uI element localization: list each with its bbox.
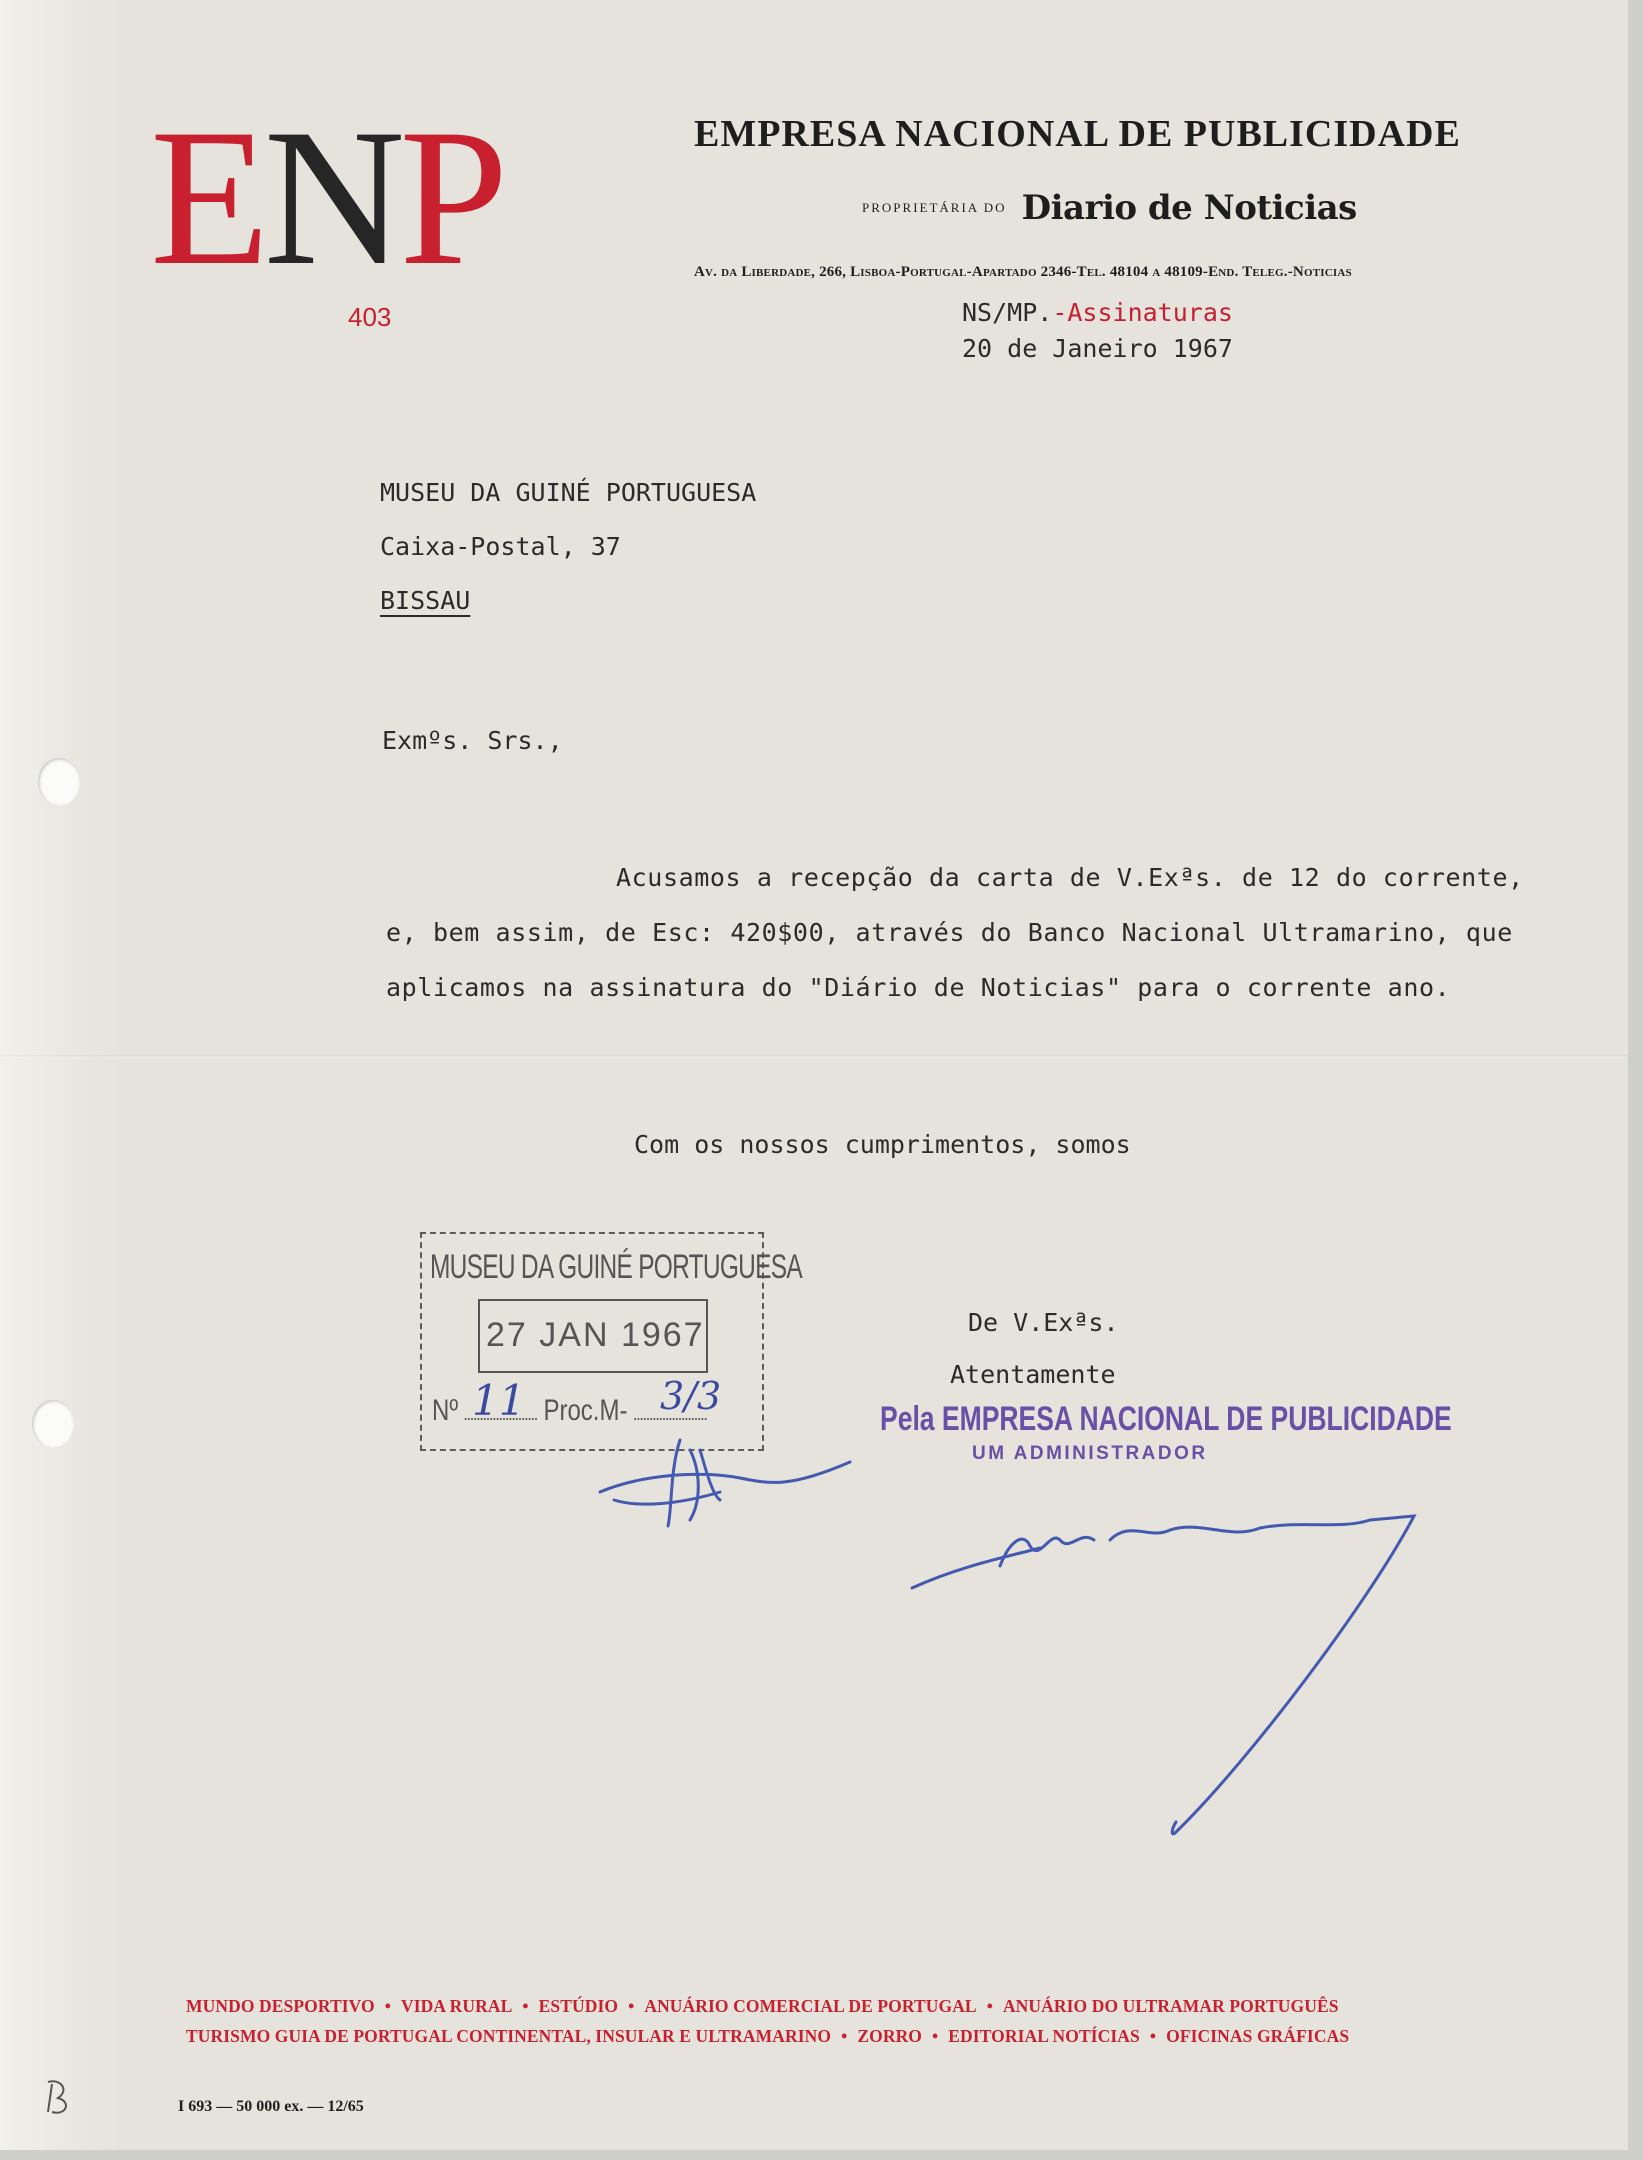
sign-off-2: Atentamente [950, 1360, 1116, 1389]
stamp-number-value: 11 [472, 1376, 526, 1425]
letter-date: 20 de Janeiro 1967 [962, 334, 1233, 363]
salutation: Exmºs. Srs., [382, 726, 563, 755]
footer-item: MUNDO DESPORTIVO [186, 1996, 375, 2016]
enp-logo: ENP [150, 89, 503, 306]
sign-off-1: De V.Exªs. [968, 1308, 1119, 1337]
reference-code: NS/MP. [962, 298, 1053, 327]
print-reference: I 693 — 50 000 ex. — 12/65 [178, 2098, 364, 2115]
recipient-name: MUSEU DA GUINÉ PORTUGUESA [380, 478, 757, 507]
footer-item: ZORRO [857, 2026, 923, 2046]
body-line: aplicamos na assinatura do "Diário de Noticias" para o corrente ano. [386, 973, 1451, 1002]
footer-line-1: MUNDO DESPORTIVO • VIDA RURAL • ESTÚDIO • ANUÁRIO COMERCIAL DE PORTUGAL • ANUÁRIO DO ULTRAMAR PORTUGUÊS [186, 1996, 1339, 2016]
company-address: Av. da Liberdade, 266, Lisboa-Portugal-Apartado 2346-Tel. 48104 a 48109-End. Teleg.-Noticias [694, 264, 1352, 280]
stamp-institution: MUSEU DA GUINÉ PORTUGUESA [430, 1248, 802, 1286]
footer-item: OFICINAS GRÁFICAS [1166, 2026, 1350, 2046]
reference-number: 403 [348, 302, 392, 332]
reference-dept: -Assinaturas [1052, 298, 1233, 327]
recipient-city: BISSAU [380, 586, 471, 615]
body-line: e, bem assim, de Esc: 420$00, através do Banco Nacional Ultramarino, que [386, 918, 1513, 947]
footer-item: ANUÁRIO DO ULTRAMAR PORTUGUÊS [1002, 1996, 1339, 2016]
closing-line: Com os nossos cumprimentos, somos [634, 1130, 1131, 1159]
company-name: EMPRESA NACIONAL DE PUBLICIDADE [694, 113, 1461, 155]
stamp-process-value: 3/3 [660, 1374, 722, 1418]
registrar-initials [600, 1440, 850, 1526]
footer-line-2: TURISMO GUIA DE PORTUGAL CONTINENTAL, INSULAR E ULTRAMARINO • ZORRO • EDITORIAL NOTÍCIAS • OFICINAS GRÁFICAS [186, 2026, 1350, 2046]
footer-item: TURISMO GUIA DE PORTUGAL CONTINENTAL, INSULAR E ULTRAMARINO [186, 2026, 832, 2046]
owner-prefix: PROPRIETÁRIA DO [862, 200, 1007, 215]
margin-mark [48, 2081, 66, 2113]
company-stamp-line2: UM ADMINISTRADOR [972, 1443, 1208, 1464]
footer-item: EDITORIAL NOTÍCIAS [948, 2026, 1140, 2046]
footer-item: ESTÚDIO [538, 1996, 619, 2016]
stamp-process-label: Proc.M- [543, 1394, 628, 1427]
newspaper-name: Diario de Noticias [1021, 188, 1357, 228]
recipient-postal: Caixa-Postal, 37 [380, 532, 621, 561]
footer-item: ANUÁRIO COMERCIAL DE PORTUGAL [644, 1996, 977, 2016]
body-line: Acusamos a recepção da carta de V.Exªs. de 12 do corrente, [616, 863, 1524, 892]
stamp-date: 27 JAN 1967 [486, 1316, 705, 1354]
administrator-signature [912, 1516, 1414, 1834]
footer-item: VIDA RURAL [401, 1996, 513, 2016]
stamp-number-label: Nº [432, 1394, 459, 1427]
company-stamp-line1: Pela EMPRESA NACIONAL DE PUBLICIDADE [880, 1400, 1452, 1438]
